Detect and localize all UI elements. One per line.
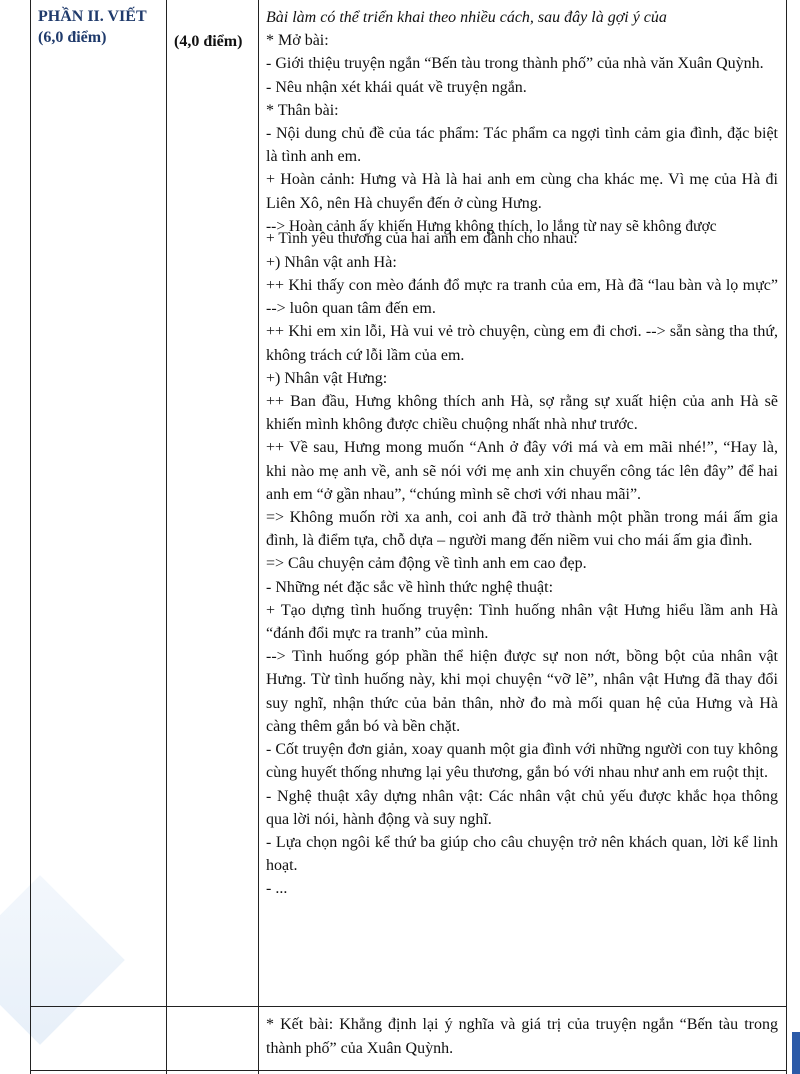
- table-divider-2: [258, 0, 259, 1074]
- answer-line: +) Nhân vật anh Hà:: [266, 253, 397, 271]
- answer-line: --> Hoàn cảnh ấy khiến Hưng không thích, lo lắng từ nay sẽ không được: [266, 217, 717, 235]
- answer-line: => Câu chuyện cảm động về tình anh em cao đẹp.: [266, 555, 587, 573]
- section-title: PHẦN II. VIẾT: [38, 8, 147, 25]
- table-bottom-border: [30, 1070, 787, 1071]
- answer-line: - Lựa chọn ngôi kể thứ ba giúp cho câu chuyện trở nên khách quan, lời kể linh hoạt.: [266, 833, 778, 875]
- answer-line: +) Nhân vật Hưng:: [266, 369, 388, 387]
- answer-line: ++ Khi thấy con mèo đánh đổ mực ra tranh của em, Hà đã “lau bàn và lọ mực” --> luôn quan tâm đến em.: [266, 277, 778, 318]
- answer-line: - Giới thiệu truyện ngắn “Bến tàu trong thành phố” của nhà văn Xuân Quỳnh.: [266, 55, 764, 73]
- side-tab[interactable]: [792, 1032, 800, 1074]
- answer-line: ++ Ban đầu, Hưng không thích anh Hà, sợ rằng sự xuất hiện của anh Hà sẽ khiến mình không được chiều chuộng nhất nhà như trước.: [266, 393, 778, 434]
- table-row-separator: [30, 1006, 787, 1007]
- section-points-total: (6,0 điểm): [38, 29, 107, 46]
- item-points: (4,0 điểm): [174, 33, 243, 50]
- answer-intro: Bài làm có thể triển khai theo nhiều cách, sau đây là gợi ý của: [266, 9, 667, 26]
- answer-line: + Hoàn cảnh: Hưng và Hà là hai anh em cùng cha khác mẹ. Vì mẹ của Hà đi Liên Xô, nên Hà chuyển đến ở cùng Hưng.: [266, 171, 778, 212]
- answer-content: [266, 6, 778, 901]
- background-decoration: [0, 875, 125, 1045]
- answer-line: - Những nét đặc sắc về hình thức nghệ thuật:: [266, 578, 554, 596]
- answer-line: - Cốt truyện đơn giản, xoay quanh một gia đình với những người con tuy không cùng huyết thống nhưng lại yêu thương, gắn bó với nhau như anh em ruột thịt.: [266, 741, 778, 782]
- table-border-right: [786, 0, 787, 1074]
- answer-line: - ...: [266, 880, 288, 898]
- answer-line: ++ Về sau, Hưng mong muốn “Anh ở đây với má và em mãi nhé!”, “Hay là, khi nào mẹ anh về, anh sẽ nói với mẹ anh xin chuyển công tác lên đây” để hai anh em “ở gần nhau”, “chúng mình sẽ chơi với nhau mãi”.: [266, 439, 778, 503]
- answer-line: + Tạo dựng tình huống truyện: Tình huống nhân vật Hưng hiểu lầm anh Hà “đánh đổi mực ra tranh” của mình.: [266, 601, 778, 643]
- answer-line: - Nghệ thuật xây dựng nhân vật: Các nhân vật chủ yếu được khắc họa thông qua lời nói, hành động và suy nghĩ.: [266, 787, 778, 828]
- answer-line: --> Tình huống góp phần thể hiện được sự non nớt, bồng bột của nhân vật Hưng. Từ tình huống này, khi mọi chuyện “vỡ lẽ”, nhân vật Hưng đã thay đổi suy nghĩ, nhận thức của bản thân, nhờ đo mà mối quan hệ của Hưng và Hà càng thêm gắn bó và bền chặt.: [266, 648, 778, 735]
- answer-line: => Không muốn rời xa anh, coi anh đã trở thành một phần trong mái ấm gia đình, là điểm tựa, chỗ dựa – người mang đến niềm vui cho mái ấm gia đình.: [266, 509, 778, 550]
- answer-line: * Mở bài:: [266, 32, 329, 50]
- answer-line: - Nội dung chủ đề của tác phẩm: Tác phẩm ca ngợi tình cảm gia đình, đặc biệt là tình anh em.: [266, 125, 778, 166]
- answer-line: ++ Khi em xin lỗi, Hà vui vẻ trò chuyện, cùng em đi chơi. --> sẵn sàng tha thứ, không trách cứ lỗi lầm của em.: [266, 323, 778, 364]
- table-divider-1: [166, 0, 167, 1074]
- table-border-left: [30, 0, 31, 1074]
- answer-line: - Nêu nhận xét khái quát về truyện ngắn.: [266, 78, 527, 96]
- answer-conclusion: * Kết bài: Khẳng định lại ý nghĩa và giá trị của truyện ngắn “Bến tàu trong thành phố” của Xuân Quỳnh.: [266, 1016, 778, 1057]
- answer-line: * Thân bài:: [266, 101, 339, 119]
- answer-line: + Tình yêu thương của hai anh em dành cho nhau:: [266, 229, 578, 247]
- section-header: [38, 6, 166, 48]
